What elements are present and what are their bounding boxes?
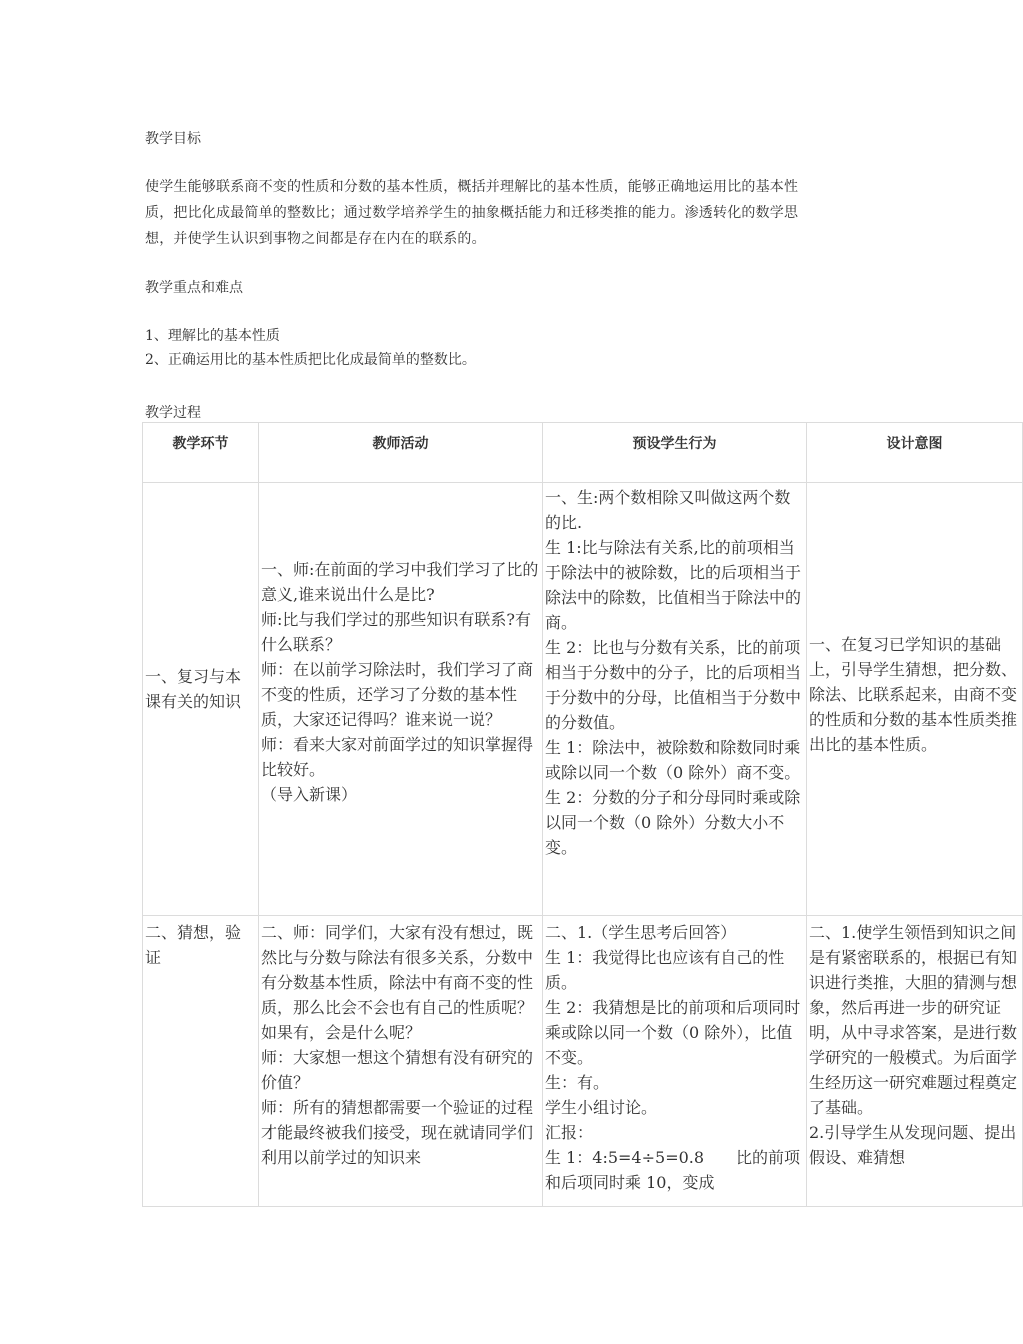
teacher-line: 师：所有的猜想都需要一个验证的过程才能最终被我们接受，现在就请同学们利用以前学过的知识来 [261,1098,534,1167]
design-line: 2.引导学生从发现问题、提出假设、难猜想 [809,1123,1017,1167]
teacher-line: 师：大家想一想这个猜想有没有研究的价值？ [261,1048,534,1092]
stage-text: 二、猜想，验证 [145,923,242,967]
teacher-line: 师：看来大家对前面学过的知识掌握得比较好。 [261,734,534,779]
stage-text: 一、复习与本课有关的知识 [145,667,242,711]
table-row [143,483,1023,916]
student-line: 生 1：4:5=4÷5=0.8 比的前项和后项同时乘 10，变成 [545,1148,801,1192]
student-line: 二、1.（学生思考后回答） [545,923,737,942]
key-points-heading: 教学重点和难点 [145,280,243,296]
stage-cell [143,916,259,1207]
table-header-row [143,423,1023,483]
student-cell [543,916,807,1207]
student-line: 生 2：比也与分数有关系，比的前项相当于分数中的分子，比的后项相当于分数中的分母，比值相当于分数中的分数值。 [545,638,802,732]
teacher-line: 二、师：同学们，大家有没有想过，既然比与分数与除法有很多关系，分数中有分数基本性质，除法中有商不变的性质，那么比会不会也有自己的性质呢？如果有，会是什么呢？ [261,923,534,1042]
student-line: 生 1：我觉得比也应该有自己的性质。 [545,948,785,992]
student-line: 汇报： [545,1123,594,1142]
header-design: 设计意图 [807,423,1023,483]
teacher-line: 师：在以前学习除法时，我们学习了商不变的性质，还学习了分数的基本性质，大家还记得吗？谁来说一说？ [261,659,534,729]
header-student: 预设学生行为 [543,423,807,483]
goal-paragraph: 使学生能够联系商不变的性质和分数的基本性质，概括并理解比的基本性质，能够正确地运用比的基本性质，把比化成最简单的整数比；通过数学培养学生的抽象概括能力和迁移类推的能力。渗透转化的数学思想，并使学生认识到事物之间都是存在内在的联系的。 [145,179,799,247]
student-line: 学生小组讨论。 [545,1098,658,1117]
student-line: 生：有。 [545,1073,610,1092]
teacher-line: （导入新课） [261,784,358,804]
design-line: 一、在复习已学知识的基础上，引导学生猜想，把分数、除法、比联系起来，由商不变的性质和分数的基本性质类推出比的基本性质。 [809,634,1018,754]
process-heading: 教学过程 [145,405,201,421]
table-row [143,916,1023,1207]
key-point-item: 2、正确运用比的基本性质把比化成最简单的整数比。 [145,352,476,368]
key-points-list [145,324,476,372]
student-line: 生 1：除法中，被除数和除数同时乘或除以同一个数（0 除外）商不变。 [545,738,801,782]
goal-heading: 教学目标 [145,131,201,147]
key-point-item: 1、理解比的基本性质 [145,328,280,344]
header-stage: 教学环节 [143,423,259,483]
student-cell [543,483,807,916]
design-line: 二、1.使学生领悟到知识之间是有紧密联系的，根据已有知识进行类推，大胆的猜测与想象，然后再进一步的研究证明，从中寻求答案，是进行数学研究的一般模式。为后面学生经历这一研究难题过程奠定了基础。 [809,923,1018,1117]
stage-cell [143,483,259,916]
header-teacher: 教师活动 [259,423,543,483]
student-line: 生 2：分数的分子和分母同时乘或除以同一个数（0 除外）分数大小不变。 [545,788,801,857]
teacher-line: 一、师:在前面的学习中我们学习了比的意义,谁来说出什么是比? [261,559,539,604]
teacher-cell [259,483,543,916]
student-line: 生 2：我猜想是比的前项和后项同时乘或除以同一个数（0 除外），比值不变。 [545,998,801,1067]
student-line: 一、生:两个数相除又叫做这两个数的比. [545,488,791,532]
design-cell [807,483,1023,916]
student-line: 生 1:比与除法有关系,比的前项相当于除法中的被除数，比的后项相当于除法中的除数，比值相当于除法中的商。 [545,538,802,632]
process-table [142,422,1023,1207]
teacher-line: 师:比与我们学过的那些知识有联系?有什么联系？ [261,609,531,654]
document-page [145,0,1018,1344]
design-cell [807,916,1023,1207]
teacher-cell [259,916,543,1207]
